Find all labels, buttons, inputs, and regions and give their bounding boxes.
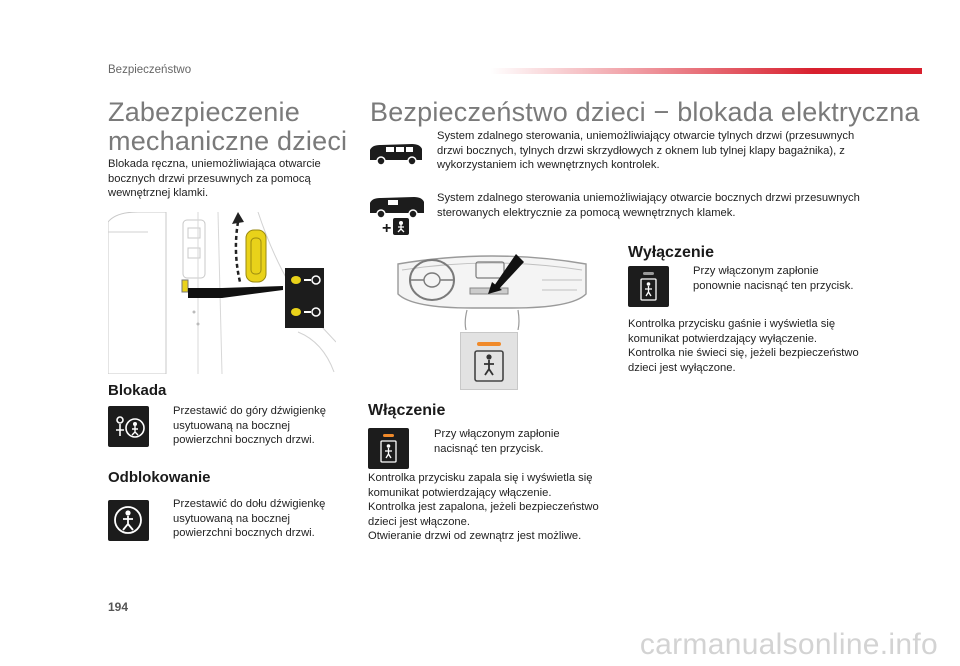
disable-subtitle: Wyłączenie	[628, 244, 714, 261]
section-label: Bezpieczeństwo	[108, 64, 192, 76]
watermark: carmanualsonline.info	[639, 628, 938, 661]
bullet-arrow-icon	[677, 264, 693, 293]
disable-description: Kontrolka przycisku gaśnie i wyświetla się komunikat potwierdzający wyłączenie. Kontrolka nie świeci się, jeżeli bezpieczeństwo dzieci jest wyłączone.	[628, 318, 859, 374]
child-lock-button-closeup	[460, 332, 518, 390]
enable-subtitle: Włączenie	[368, 402, 446, 419]
door-lever-illustration	[108, 212, 336, 374]
mechanical-lock-title: Zabezpieczenie mechaniczne dzieci	[108, 97, 348, 156]
unlock-subtitle: Odblokowanie	[108, 469, 211, 486]
info-sliding-doors: System zdalnego sterowania uniemożliwiający otwarcie bocznych drzwi przesuwnych sterowanych elektrycznie za pomocą wewnętrznych klamek.	[437, 192, 860, 219]
disable-instruction: Przy włączonym zapłonie ponownie nacisnąć ten przycisk.	[677, 264, 877, 293]
van-rear-doors-icon	[368, 141, 424, 166]
header-accent-bar	[490, 68, 922, 74]
bullet-arrow-icon	[157, 404, 173, 448]
enable-description: Kontrolka przycisku zapala się i wyświetla się komunikat potwierdzający włączenie. Kontrolka jest zapalona, jeżeli bezpieczeństwo dzieci jest włączone. Otwieranie drzwi od zewnątrz jest możliwe.	[368, 472, 599, 543]
child-lock-off-icon	[108, 500, 149, 541]
mechanical-lock-intro: Blokada ręczna, uniemożliwiająca otwarcie bocznych drzwi przesuwnych za pomocą wewnętrznej klamki.	[108, 158, 321, 200]
lock-subtitle: Blokada	[108, 382, 167, 399]
info-rear-doors: System zdalnego sterowania, uniemożliwiający otwarcie tylnych drzwi (przesuwnych drzwi bocznych, tylnych drzwi skrzydłowych z oknem lub tylnej klapy bagażnika), z wykorzystaniem ich wewnętrznych kontrolek.	[437, 130, 855, 172]
child-lock-on-icon	[108, 406, 149, 447]
enable-instruction: Przy włączonym zapłonie nacisnąć ten przycisk.	[418, 427, 598, 456]
plus-sign: +	[382, 220, 392, 237]
bullet-arrow-icon	[157, 497, 173, 541]
dashboard-illustration	[392, 250, 592, 330]
button-led-off-icon	[628, 266, 669, 307]
page-number: 194	[108, 600, 129, 614]
button-led-on-icon	[368, 428, 409, 469]
lock-instruction: Przestawić do góry dźwigienkę usytuowaną na bocznej powierzchni bocznych drzwi.	[157, 404, 347, 448]
child-small-icon	[393, 218, 409, 235]
bullet-arrow-icon	[418, 427, 434, 456]
electric-lock-title: Bezpieczeństwo dzieci − blokada elektryczna	[370, 97, 920, 127]
van-sliding-doors-icon	[368, 194, 426, 219]
unlock-instruction: Przestawić do dołu dźwigienkę usytuowaną na bocznej powierzchni bocznych drzwi.	[157, 497, 347, 541]
